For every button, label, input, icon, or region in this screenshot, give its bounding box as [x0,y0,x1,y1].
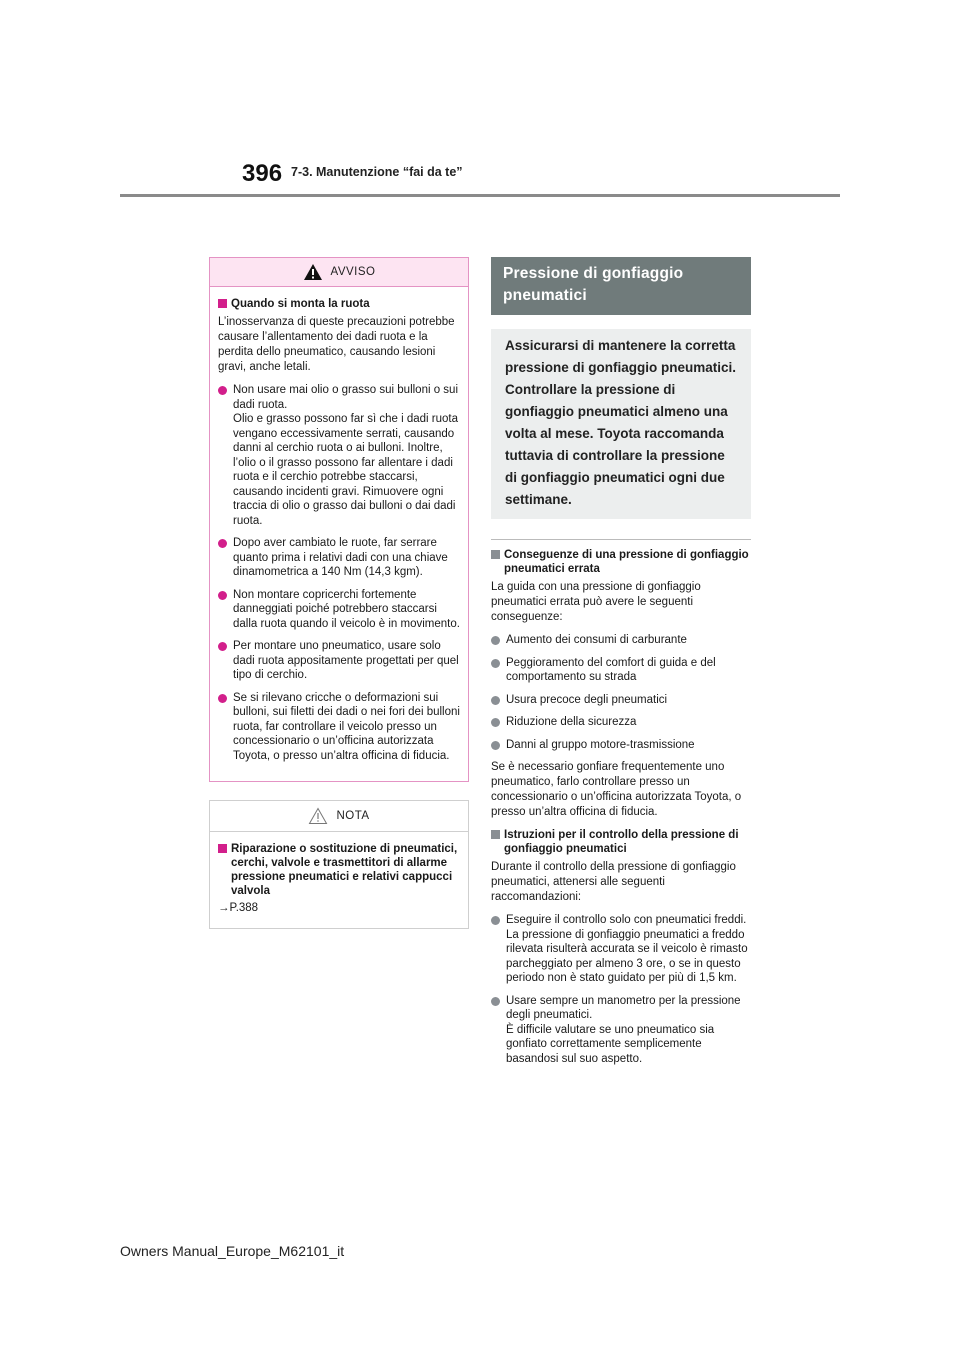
square-bullet-icon [218,299,227,308]
warning-bullet [218,691,460,764]
consequence-bullet [491,738,751,753]
consequence-bullet [491,715,751,730]
warning-header [210,258,468,287]
footer-document-id: Owners Manual_Europe_M62101_it [120,1243,345,1259]
warning-bullet-text: Per montare uno pneumatico, usare solo dadi ruota appositamente progettati per quel tipo di cerchio. [233,640,459,681]
warning-bullet [218,536,460,580]
warning-intro: L’inosservanza di queste precauzioni potrebbe causare l’allentamento dei dadi ruota e la perdita dello pneumatico, causando lesioni gravi, anche letali. [218,316,455,373]
round-bullet-icon [491,636,500,645]
instruction-bullet [491,913,751,986]
note-subhead [218,842,460,898]
consequence-bullet-text: Aumento dei consumi di carburante [506,634,687,646]
warning-bullet-text: Dopo aver cambiato le ruote, far serrare quanto prima i relativi dadi con una chiave dinamometrica a 140 Nm (14,3 kgm). [233,537,448,578]
round-bullet-icon [218,642,227,651]
note-subhead-text: Riparazione o sostituzione di pneumatici, cerchi, valvole e trasmettitori di allarme pressione pneumatici e relativi cappucci valvola [231,843,458,897]
note-body [210,832,468,928]
round-bullet-icon [491,741,500,750]
warning-bullet [218,383,460,528]
instructions-subhead-text: Istruzioni per il controllo della pressione di gonfiaggio pneumatici [504,829,739,855]
consequence-bullet-text: Riduzione della sicurezza [506,716,637,728]
consequence-bullet [491,633,751,648]
round-bullet-icon [491,718,500,727]
consequence-bullet-text: Usura precoce degli pneumatici [506,693,668,706]
left-column [209,257,469,929]
square-bullet-icon [491,830,500,839]
consequences-subhead [491,548,751,576]
instruction-bullet-text: Usare sempre un manometro per la pressione degli pneumatici. È difficile valutare se uno pneumatico sia gonfiato correttamente semplicemente basandosi sul suo aspetto. [506,994,741,1065]
warning-subhead [218,297,460,311]
page-reference-link[interactable]: →P.388 [218,902,259,914]
round-bullet-icon [491,997,500,1006]
caution-triangle-icon [308,807,328,825]
page-number: 396 [242,160,283,187]
warning-body [210,287,468,781]
warning-subhead-text: Quando si monta la ruota [231,298,370,310]
section-title: 7-3. Manutenzione “fai da te” [291,165,463,179]
instructions-subhead [491,828,751,856]
consequences-intro: La guida con una pressione di gonfiaggio pneumatici errata può avere le seguenti conseguenze: [491,581,701,623]
warning-label: AVVISO [330,266,376,278]
header-rule [120,194,840,197]
round-bullet-icon [491,659,500,668]
note-header [210,801,468,832]
topic-intro: Assicurarsi di mantenere la corretta pressione di gonfiaggio pneumatici. Controllare la pressione di gonfiaggio pneumatici almeno una volta al mese. Toyota raccomanda tuttavia di controllare la pressione di gonfiaggio pneumatici ogni due settimane. [491,329,751,519]
consequence-bullet-text: Danni al gruppo motore-trasmissione [506,738,695,751]
round-bullet-icon [218,539,227,548]
round-bullet-icon [218,694,227,703]
consequence-bullet-text: Peggioramento del comfort di guida e del comportamento su strada [506,656,716,683]
warning-bullet [218,639,460,683]
warning-bullet [218,588,460,632]
round-bullet-icon [218,591,227,600]
warning-bullet-text: Non montare copricerchi fortemente danneggiati poiché potrebbero staccarsi dalla ruota quando il veicolo è in movimento. [233,588,460,630]
round-bullet-icon [491,696,500,705]
square-bullet-icon [491,550,500,559]
note-box [209,800,469,929]
round-bullet-icon [218,386,227,395]
instructions-intro: Durante il controllo della pressione di gonfiaggio pneumatici, attenersi alle seguenti raccomandazioni: [491,861,736,903]
instruction-bullet [491,994,751,1067]
warning-bullet-text: Se si rilevano cricche o deformazioni sui bulloni, sui filetti dei dadi o nei fori dei bulloni ruota, far controllare il veicolo presso un concessionario o un’officina autorizzata Toyota, o presso un’altra officina di fiducia. [233,691,460,762]
consequence-bullet [491,693,751,708]
consequences-subhead-text: Conseguenze di una pressione di gonfiaggio pneumatici errata [504,549,749,575]
note-label: NOTA [336,810,370,822]
instruction-bullet-text: Eseguire il controllo solo con pneumatici freddi. La pressione di gonfiaggio pneumatici a freddo rilevata risulterà accurata se il veicolo è rimasto parcheggiato per almeno 3 ore, o se in questo periodo non è stato guidato per più di 1,5 km. [506,914,748,984]
section-consequences [491,539,751,1066]
warning-box [209,257,469,782]
warning-bullet-text: Non usare mai olio o grasso sui bulloni o sui dadi ruota. Olio e grasso possono far sì che i dadi ruota vengano eccessivamente serrati, causando danni al cerchio ruota o ai bulloni. Inoltre, l’olio o il grasso possono far allentare i dadi ruota e il cerchio potrebbe staccarsi, causando incidenti gravi. Rimuovere ogni traccia di olio o grasso dai bulloni o dai dadi ruota. [233,384,459,527]
consequence-bullet [491,656,751,685]
round-bullet-icon [491,916,500,925]
warning-triangle-icon [303,263,323,281]
square-bullet-icon [218,844,227,853]
topic-title: Pressione di gonfiaggio pneumatici [491,257,751,315]
consequences-outro: Se è necessario gonfiare frequentemente uno pneumatico, farlo controllare presso un concessionario o un’officina autorizzata Toyota, o presso un’altra officina di fiducia. [491,761,742,818]
right-column [491,257,751,1074]
